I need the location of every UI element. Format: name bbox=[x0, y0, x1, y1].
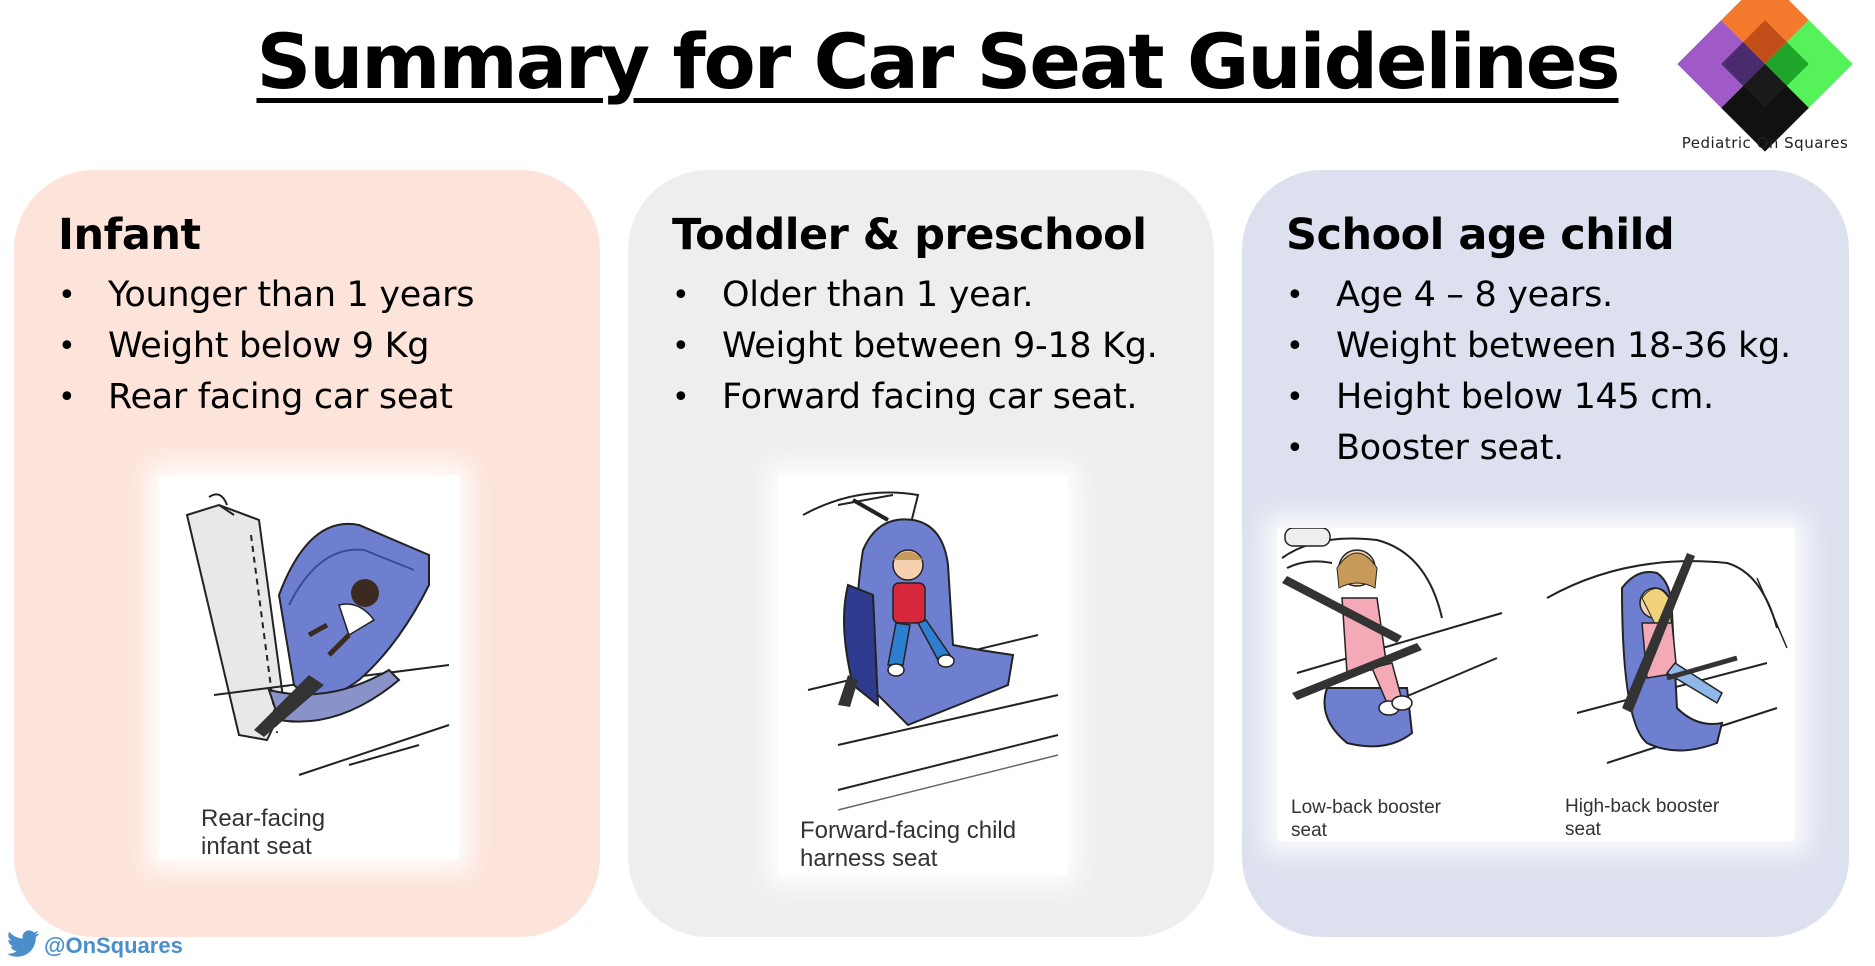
toddler-bullet-list bbox=[672, 270, 1158, 423]
twitter-bird-icon bbox=[6, 930, 40, 963]
list-item: • Rear facing car seat bbox=[58, 372, 474, 423]
rear-facing-seat-illustration bbox=[159, 475, 459, 860]
list-item: • Younger than 1 years bbox=[58, 270, 474, 321]
twitter-handle[interactable]: @OnSquares bbox=[44, 933, 183, 958]
list-item: • Weight below 9 Kg bbox=[58, 321, 474, 372]
forward-facing-seat-illustration bbox=[778, 475, 1068, 875]
logo-caption: Pediatric On Squares bbox=[1681, 134, 1849, 152]
booster-seat-illustration bbox=[1277, 528, 1795, 841]
list-item: • Weight between 18-36 kg. bbox=[1286, 321, 1791, 372]
infant-heading: Infant bbox=[58, 210, 201, 260]
high-back-caption: High-back booster seat bbox=[1565, 796, 1720, 840]
school-age-bullet-list bbox=[1286, 270, 1791, 474]
toddler-card bbox=[628, 170, 1214, 937]
list-item: • Weight between 9-18 Kg. bbox=[672, 321, 1158, 372]
infant-card bbox=[14, 170, 600, 937]
illustration-caption: Forward-facing child harness seat bbox=[800, 817, 1017, 872]
list-item: • Forward facing car seat. bbox=[672, 372, 1158, 423]
infant-bullet-list bbox=[58, 270, 474, 423]
illustration-caption: Rear-facing infant seat bbox=[201, 805, 326, 860]
list-item: • Older than 1 year. bbox=[672, 270, 1158, 321]
twitter-link[interactable] bbox=[6, 930, 183, 962]
list-item: • Age 4 – 8 years. bbox=[1286, 270, 1791, 321]
school-age-card bbox=[1242, 170, 1849, 937]
list-item: • Height below 145 cm. bbox=[1286, 372, 1791, 423]
list-item: • Booster seat. bbox=[1286, 423, 1791, 474]
low-back-caption: Low-back booster seat bbox=[1291, 797, 1441, 841]
school-age-heading: School age child bbox=[1286, 210, 1675, 260]
page-title: Summary for Car Seat Guidelines bbox=[256, 17, 1619, 106]
toddler-heading: Toddler & preschool bbox=[672, 210, 1147, 260]
